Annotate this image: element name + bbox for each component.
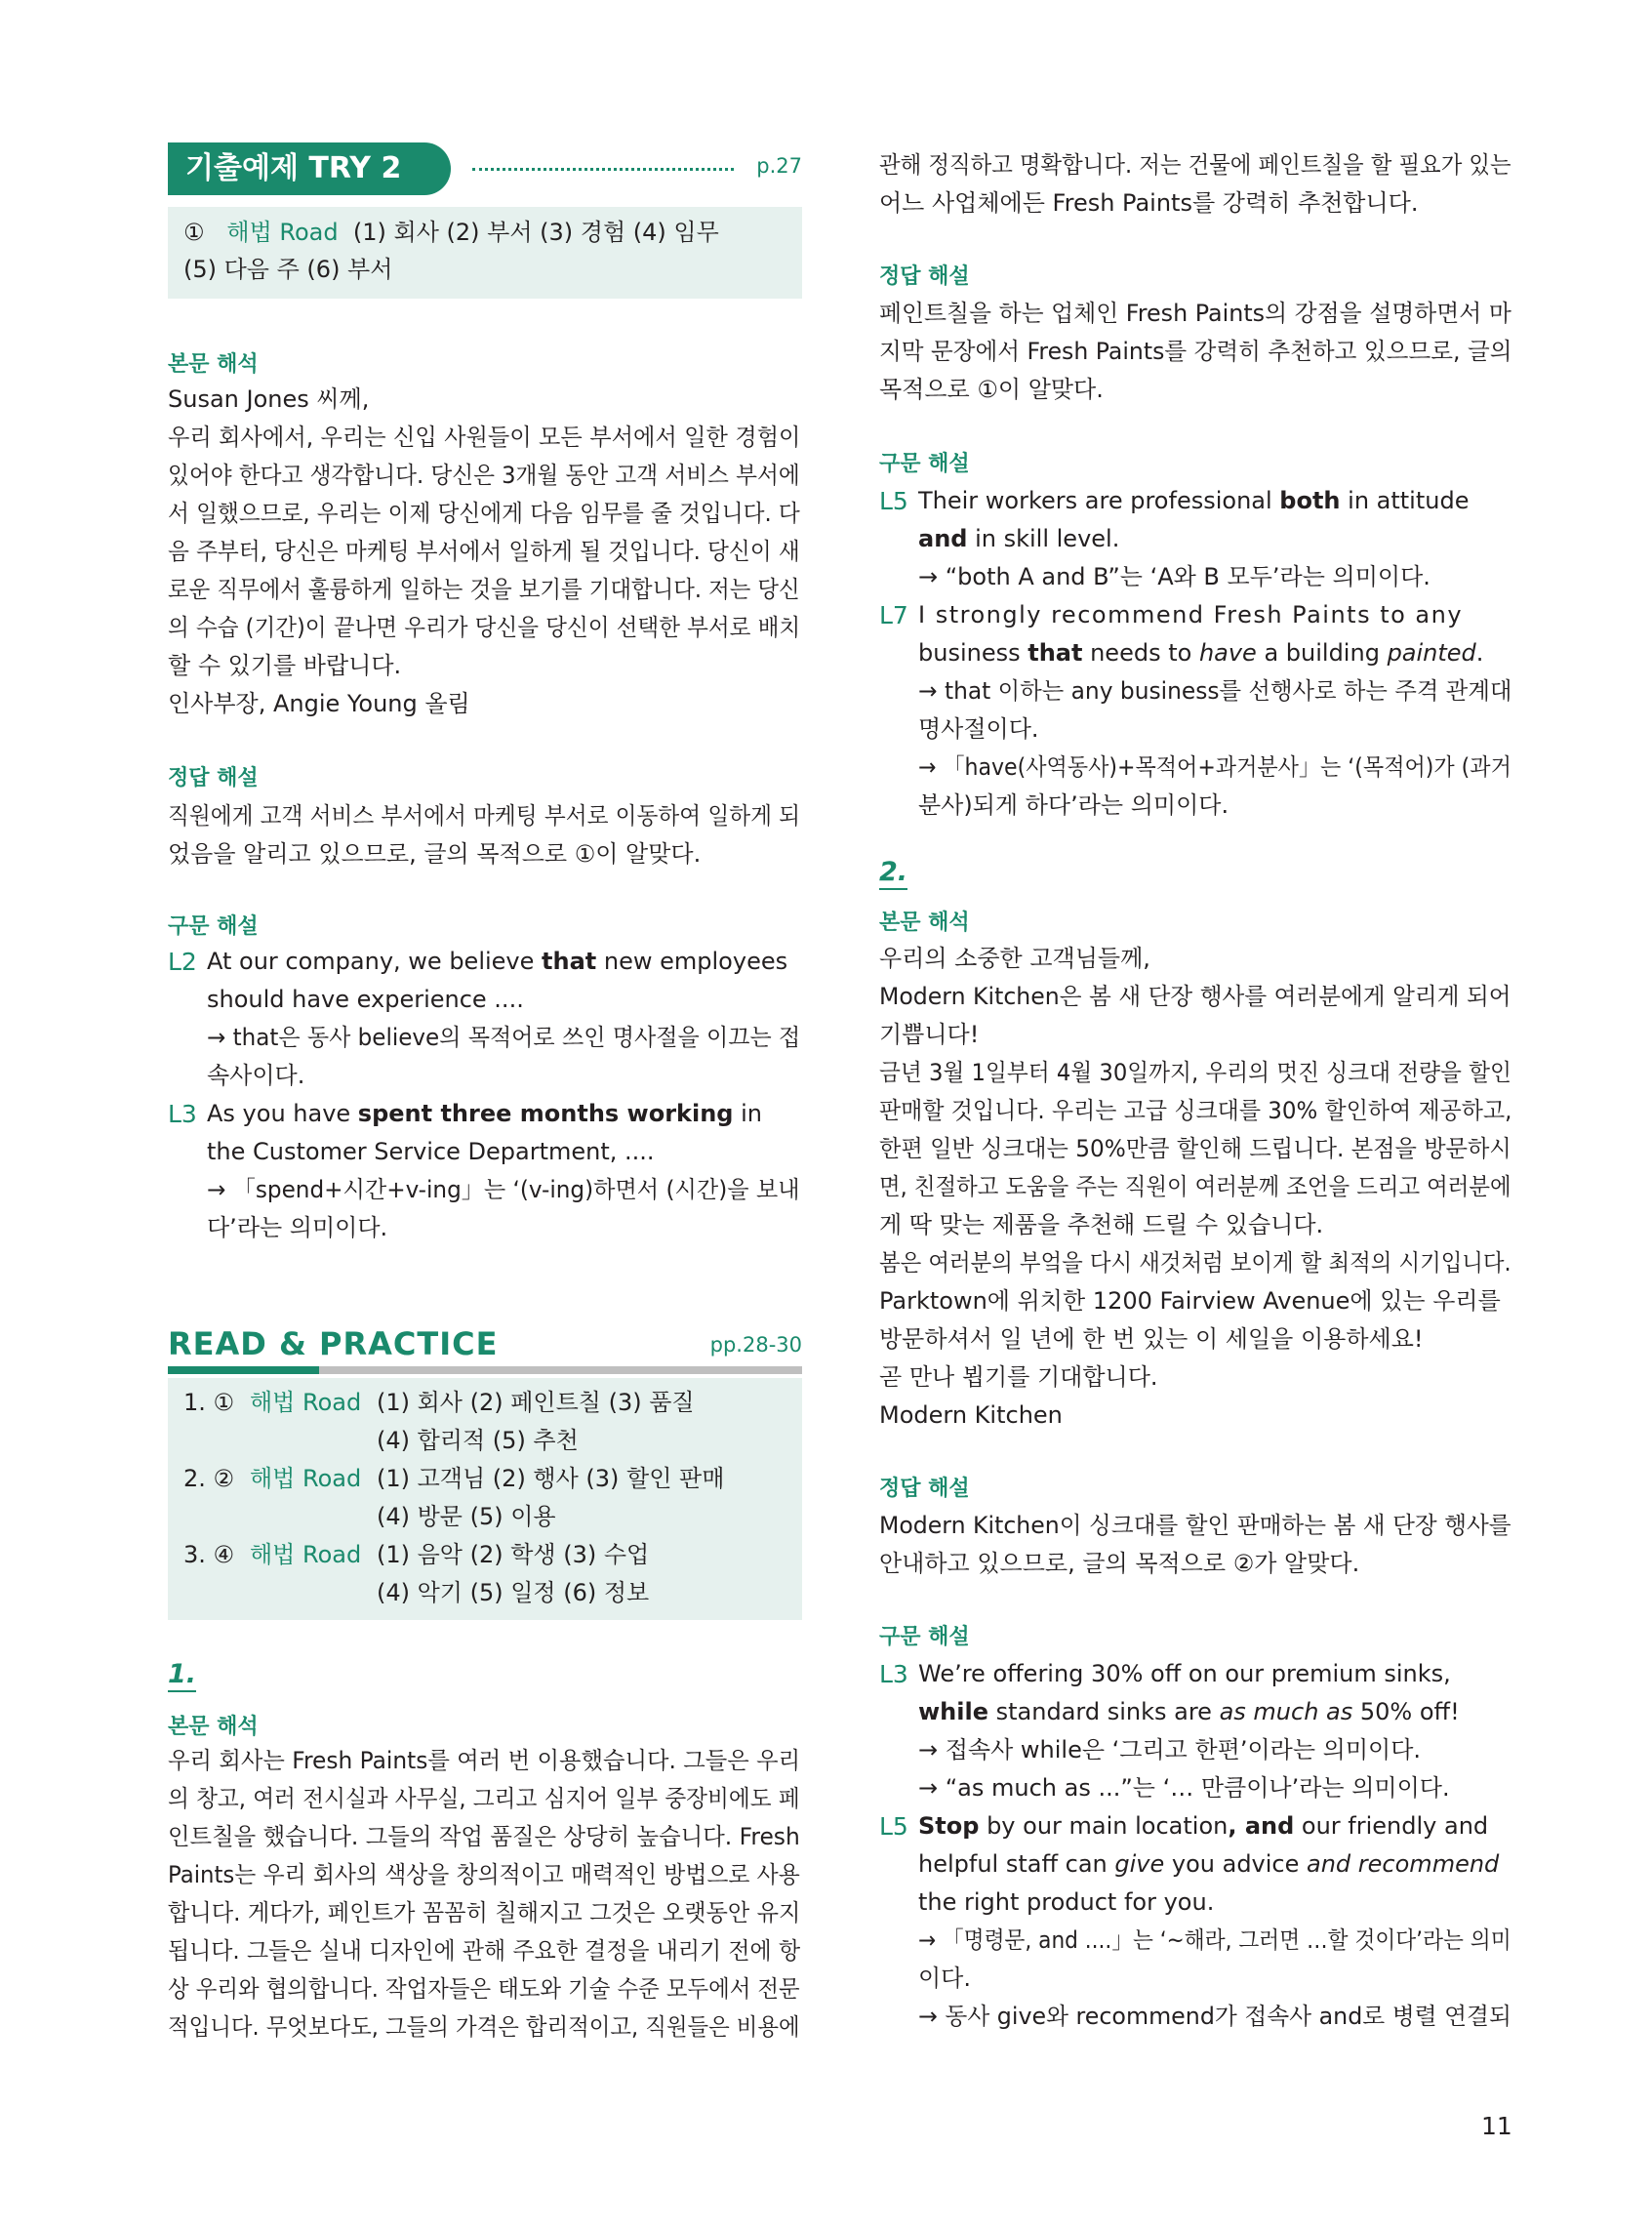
grammar-sentence: Their workers are professional both in attitude xyxy=(918,487,1470,514)
road-label: 해법 Road xyxy=(226,219,339,246)
try-answer-line-1: ① 해법 Road (1) 회사 (2) 부서 (3) 경험 (4) 임무 xyxy=(183,219,719,246)
page-number: 11 xyxy=(1481,2112,1512,2140)
practice-answer-box: 1. ① 해법 Road (1) 회사 (2) 페인트칠 (3) 품질 (4) 합리적 (5) 추천 2. ② 해법 Road (1) 고객님 (2) 행사 (3) 할인 판매 (4) 방문 (5) 이용 3. ④ 해법 Road (1) 음악 (2) 학생 (3) 수업 (4) 악기 (5) 일정 (6) 정보 xyxy=(168,1378,802,1620)
section-heading: 정답 해설 xyxy=(168,766,259,790)
section-heading: 본문 해석 xyxy=(168,352,259,377)
line-ref: L5 xyxy=(879,1812,908,1841)
read-practice-title: READ & PRACTICE xyxy=(168,1325,499,1362)
section-heading: 정답 해설 xyxy=(879,1477,970,1501)
section-heading: 구문 해설 xyxy=(879,1625,970,1649)
section-heading: 본문 해석 xyxy=(879,911,970,935)
grammar-sentence: As you have spent three months working in xyxy=(207,1100,763,1127)
try-title: 기출예제 TRY 2 xyxy=(168,142,451,195)
section-heading: 구문 해설 xyxy=(168,914,259,939)
try-answer-box xyxy=(168,207,802,299)
leader-dots xyxy=(472,168,734,171)
line-ref: L7 xyxy=(879,601,908,629)
try-answer-line-2: (5) 다음 주 (6) 부서 xyxy=(183,256,393,283)
line-ref: L5 xyxy=(879,487,908,515)
section-heading: 정답 해설 xyxy=(879,264,970,289)
line-ref: L3 xyxy=(879,1660,908,1688)
grammar-sentence: We’re offering 30% off on our premium sinks, xyxy=(918,1660,1451,1687)
title-rule-accent xyxy=(168,1366,319,1374)
grammar-sentence: I strongly recommend Fresh Paints to any xyxy=(918,601,1464,628)
question-number: 2. xyxy=(879,857,907,890)
section-heading: 구문 해설 xyxy=(879,452,970,476)
grammar-sentence: At our company, we believe that new employees xyxy=(207,948,788,975)
question-number: 1. xyxy=(168,1659,196,1692)
read-practice-page-ref: pp.28-30 xyxy=(709,1333,802,1357)
line-ref: L2 xyxy=(168,948,197,976)
line-ref: L3 xyxy=(168,1100,197,1128)
try-page-ref: p.27 xyxy=(756,154,802,178)
section-heading: 본문 해석 xyxy=(168,1715,259,1739)
grammar-sentence: Stop by our main location, and our friendly and xyxy=(918,1812,1489,1840)
